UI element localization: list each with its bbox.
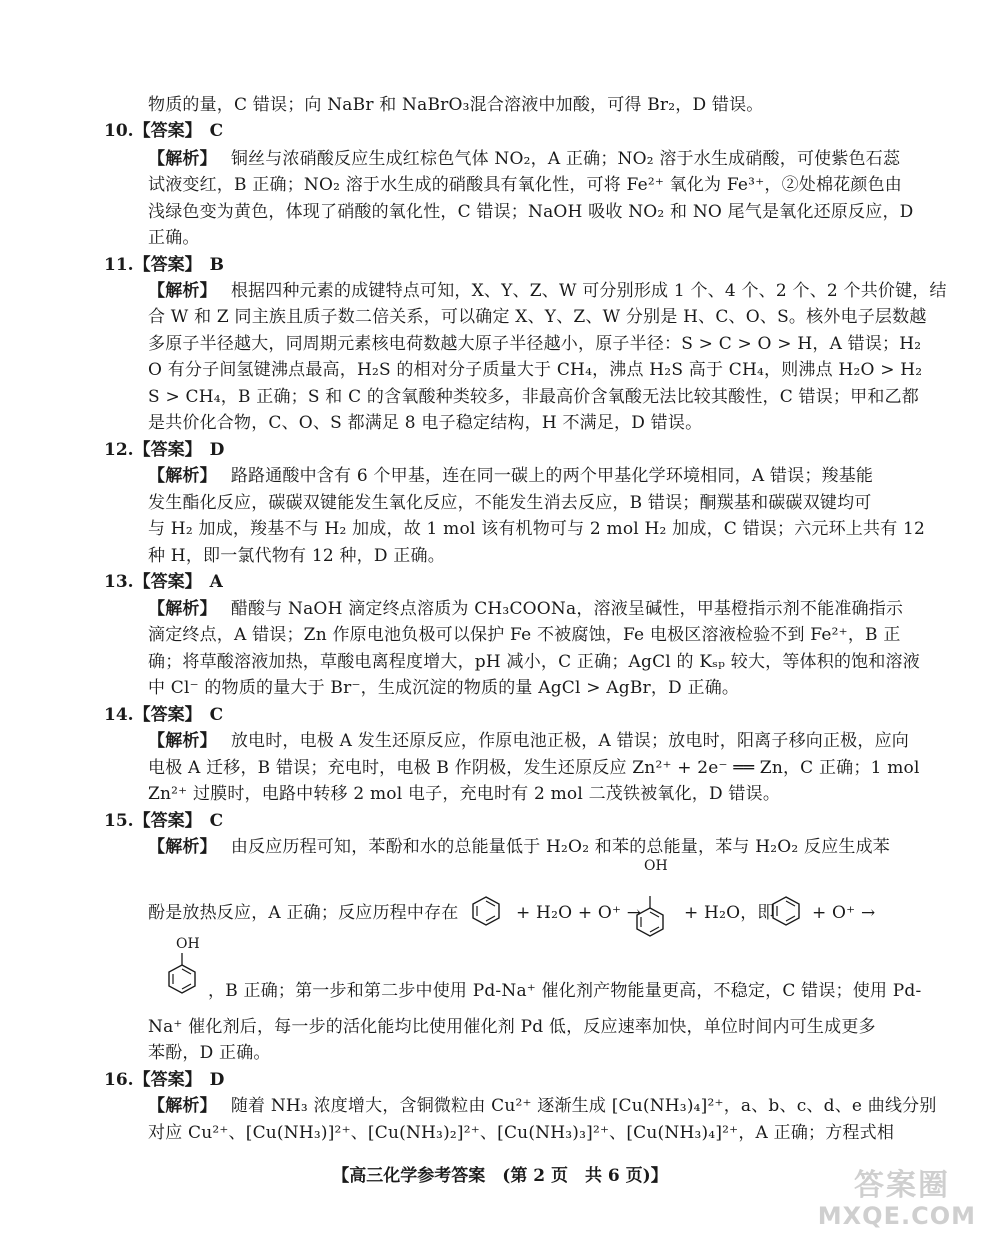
q13-line-4: 中 Cl⁻ 的物质的量大于 Br⁻，生成沉淀的物质的量 AgCl > AgBr，D 正确。 bbox=[148, 678, 740, 698]
q10-line-4: 正确。 bbox=[148, 228, 200, 248]
q14-line-1 bbox=[148, 728, 909, 754]
q13-line-1 bbox=[148, 596, 904, 622]
phenol-ring-icon bbox=[636, 896, 664, 938]
q11-answer: B bbox=[209, 255, 224, 275]
q15-line-2c: + H₂O，即 bbox=[684, 903, 775, 923]
q10-text-1: 铜丝与浓硝酸反应生成红棕色气体 NO₂，A 正确；NO₂ 溶于水生成硝酸，可使紫色石蕊 bbox=[230, 149, 901, 169]
q15-line-2d: + O⁺ → bbox=[812, 903, 876, 923]
q15-line-4: Na⁺ 催化剂后，每一步的活化能均比使用催化剂 Pd 低，反应速率加快，单位时间内可生成更多 bbox=[148, 1017, 876, 1037]
question-15-header bbox=[104, 808, 223, 834]
benzene-ring-icon bbox=[472, 896, 500, 926]
q15-line-3: ，B 正确；第一步和第二步中使用 Pd-Na⁺ 催化剂产物能量更高，不稳定，C 错误；使用 Pd- bbox=[208, 981, 922, 1001]
q14-line-3: Zn²⁺ 过膜时，电路中转移 2 mol 电子，充电时有 2 mol 二茂铁被氧化，D 错误。 bbox=[148, 784, 781, 804]
q16-answer: D bbox=[209, 1070, 225, 1090]
question-11-header bbox=[104, 252, 224, 278]
watermark-logo bbox=[817, 1158, 990, 1238]
q10-line-3: 浅绿色变为黄色，体现了硝酸的氧化性，C 错误；NaOH 吸收 NO₂ 和 NO 尾气是氧化还原反应，D bbox=[148, 202, 914, 222]
q11-number: 11.【答案】 bbox=[104, 255, 202, 275]
q15-line-1 bbox=[148, 834, 891, 860]
q15-text-1: 由反应历程可知，苯酚和水的总能量低于 H₂O₂ 和苯的总能量，苯与 H₂O₂ 反应生成苯 bbox=[230, 837, 891, 857]
q14-number: 14.【答案】 bbox=[104, 705, 202, 725]
q10-tag: 【解析】 bbox=[148, 149, 217, 169]
q15-tag: 【解析】 bbox=[148, 837, 217, 857]
watermark-text-cn: 答案圈 bbox=[854, 1168, 950, 1203]
q16-tag: 【解析】 bbox=[148, 1096, 217, 1116]
q11-line-3: 多原子半径越大，同周期元素核电荷数越大原子半径越小，原子半径：S > C > O > H，A 错误；H₂ bbox=[148, 334, 922, 354]
watermark-text-url: MXQE.COM bbox=[817, 1202, 976, 1230]
q14-text-1: 放电时，电极 A 发生还原反应，作原电池正极，A 错误；放电时，阳离子移向正极，应向 bbox=[230, 731, 909, 751]
q13-answer: A bbox=[209, 572, 223, 592]
q12-line-4: 种 H，即一氯代物有 12 种，D 正确。 bbox=[148, 546, 445, 566]
q16-line-1 bbox=[148, 1093, 937, 1119]
phenol-oh-label-1: OH bbox=[644, 858, 668, 874]
q12-line-1 bbox=[148, 463, 872, 489]
q15-number: 15.【答案】 bbox=[104, 811, 202, 831]
q14-answer: C bbox=[209, 705, 224, 725]
q13-text-1: 醋酸与 NaOH 滴定终点溶质为 CH₃COONa，溶液呈碱性，甲基橙指示剂不能准确指示 bbox=[230, 599, 904, 619]
q11-line-1 bbox=[148, 278, 947, 304]
q16-line-2: 对应 Cu²⁺、[Cu(NH₃)]²⁺、[Cu(NH₃)₂]²⁺、[Cu(NH₃)₃]²⁺、[Cu(NH₃)₄]²⁺，A 正确；方程式相 bbox=[148, 1123, 895, 1143]
q13-line-2: 滴定终点，A 错误；Zn 作原电池负极可以保护 Fe 不被腐蚀，Fe 电极区溶液检验不到 Fe²⁺，B 正 bbox=[148, 625, 901, 645]
question-13-header bbox=[104, 569, 223, 595]
q13-tag: 【解析】 bbox=[148, 599, 217, 619]
q11-text-1: 根据四种元素的成键特点可知，X、Y、Z、W 可分别形成 1 个、4 个、2 个、2 个共价键，结 bbox=[230, 281, 947, 301]
page-footer: 【高三化学参考答案 (第 2 页 共 6 页)】 bbox=[332, 1166, 668, 1186]
q12-answer: D bbox=[209, 440, 225, 460]
q16-text-1: 随着 NH₃ 浓度增大，含铜微粒由 Cu²⁺ 逐渐生成 [Cu(NH₃)₄]²⁺，a、b、c、d、e 曲线分别 bbox=[230, 1096, 937, 1116]
q11-tag: 【解析】 bbox=[148, 281, 217, 301]
q10-number: 10.【答案】 bbox=[104, 121, 202, 141]
q10-line-2: 试液变红，B 正确；NO₂ 溶于水生成的硝酸具有氧化性，可将 Fe²⁺ 氧化为 Fe³⁺，②处棉花颜色由 bbox=[148, 175, 902, 195]
phenol-oh-label-2: OH bbox=[176, 936, 200, 952]
question-12-header bbox=[104, 437, 224, 463]
benzene-ring-icon-2 bbox=[772, 896, 800, 926]
q11-line-6: 是共价化合物，C、O、S 都满足 8 电子稳定结构，H 不满足，D 错误。 bbox=[148, 413, 703, 433]
q12-line-3: 与 H₂ 加成，羧基不与 H₂ 加成，故 1 mol 该有机物可与 2 mol H₂ 加成，C 错误；六元环上共有 12 bbox=[148, 519, 926, 539]
q15-line-2a: 酚是放热反应，A 正确；反应历程中存在 bbox=[148, 903, 459, 923]
q11-line-2: 合 W 和 Z 同主族且质子数二倍关系，可以确定 X、Y、Z、W 分别是 H、C、O、S。核外电子层数越 bbox=[148, 307, 927, 327]
q12-text-1: 路路通酸中含有 6 个甲基，连在同一碳上的两个甲基化学环境相同，A 错误；羧基能 bbox=[230, 466, 874, 486]
q11-line-4: O 有分子间氢键沸点最高，H₂S 的相对分子质量大于 CH₄，沸点 H₂S 高于 CH₄，则沸点 H₂O > H₂ bbox=[148, 360, 923, 380]
q12-tag: 【解析】 bbox=[148, 466, 217, 486]
q12-number: 12.【答案】 bbox=[104, 440, 202, 460]
question-16-header bbox=[104, 1067, 224, 1093]
q16-number: 16.【答案】 bbox=[104, 1070, 202, 1090]
phenol-ring-icon-2 bbox=[168, 952, 196, 996]
q15-answer: C bbox=[209, 811, 224, 831]
q12-line-2: 发生酯化反应，碳碳双键能发生氧化反应，不能发生消去反应，B 错误；酮羰基和碳碳双键均可 bbox=[148, 493, 872, 513]
q14-tag: 【解析】 bbox=[148, 731, 217, 751]
q11-line-5: S > CH₄，B 正确；S 和 C 的含氧酸种类较多，非最高价含氧酸无法比较其酸性，C 错误；甲和乙都 bbox=[148, 387, 919, 407]
q10-line-1 bbox=[148, 146, 901, 172]
question-14-header bbox=[104, 702, 223, 728]
q13-line-3: 确；将草酸溶液加热，草酸电离程度增大，pH 减小，C 正确；AgCl 的 Kₛₚ 较大，等体积的饱和溶液 bbox=[148, 652, 920, 672]
q10-answer: C bbox=[209, 121, 224, 141]
top-line: 物质的量，C 错误；向 NaBr 和 NaBrO₃混合溶液中加酸，可得 Br₂，D 错误。 bbox=[148, 95, 764, 115]
question-10-header bbox=[104, 118, 223, 144]
q13-number: 13.【答案】 bbox=[104, 572, 202, 592]
q14-line-2: 电极 A 迁移，B 错误；充电时，电极 B 作阴极，发生还原反应 Zn²⁺ + 2e⁻ ══ Zn，C 正确；1 mol bbox=[148, 758, 920, 778]
q15-line-2b: + H₂O + O⁺ → bbox=[516, 903, 642, 923]
q15-line-5: 苯酚，D 正确。 bbox=[148, 1043, 271, 1063]
